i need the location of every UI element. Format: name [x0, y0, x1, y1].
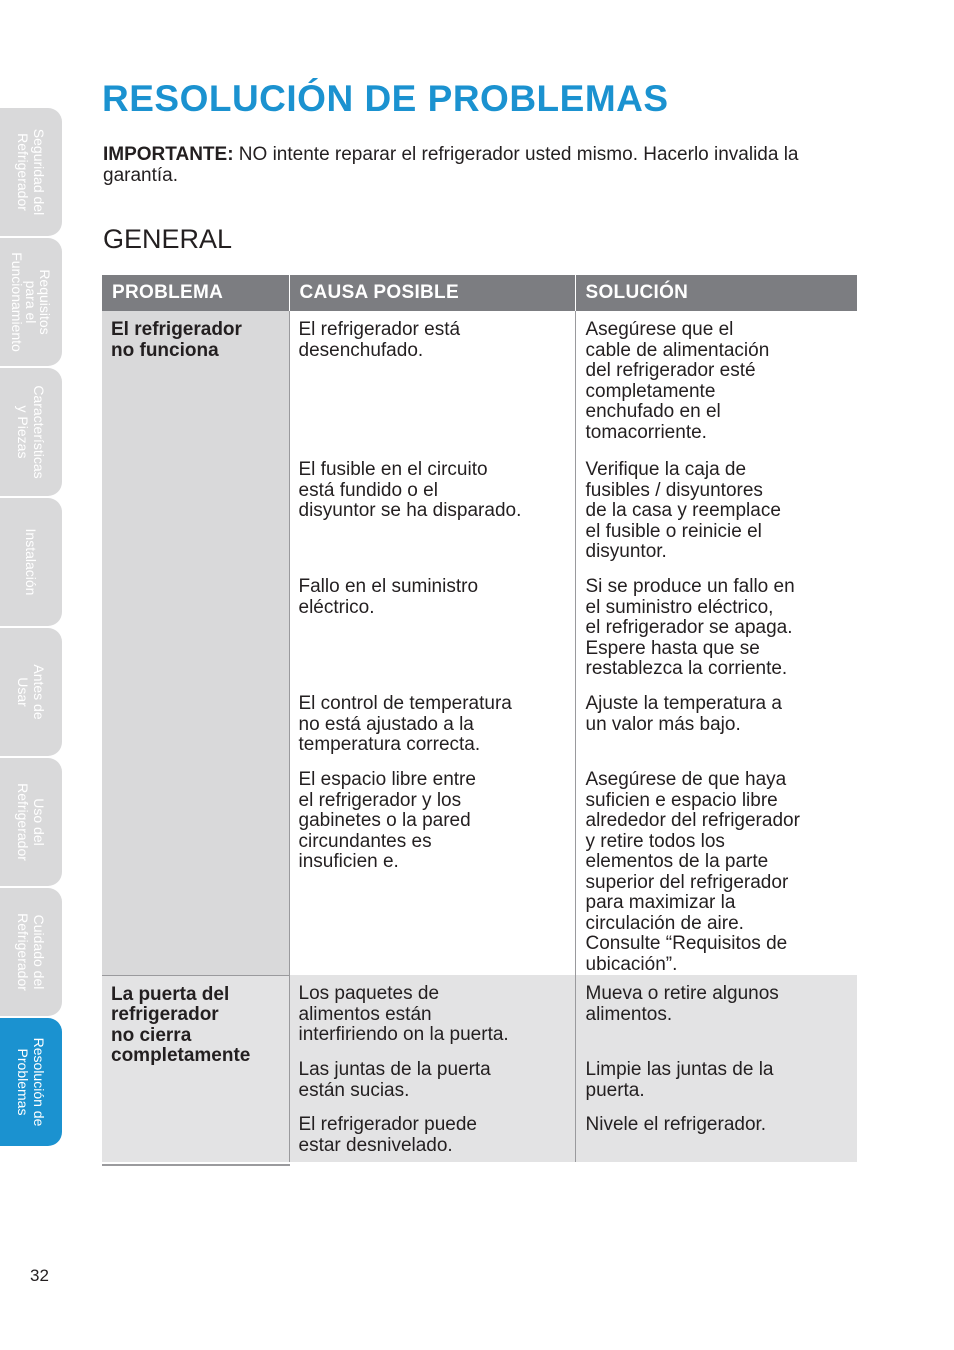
solution-cell	[575, 311, 857, 446]
side-tab-instalacion[interactable]	[0, 498, 62, 626]
side-tab-seguridad[interactable]	[0, 108, 62, 236]
problem-cell	[102, 311, 289, 975]
solution-text: Asegúrese que el cable de alimentación del refrigerador esté completamente enchufado en el tomacorriente.	[585, 319, 770, 443]
header-causa: CAUSA POSIBLE	[289, 275, 575, 311]
cause-text: Los paquetes de alimentos están interfiriendo on la puerta.	[298, 983, 509, 1045]
table-row	[102, 975, 857, 1046]
header-solucion: SOLUCIÓN	[575, 275, 857, 311]
cause-cell	[289, 680, 575, 756]
problem-text: El refrigerador no funciona	[111, 319, 242, 361]
cause-text: Fallo en el suministro eléctrico.	[298, 576, 479, 618]
solution-cell	[575, 680, 857, 756]
troubleshooting-table	[102, 275, 857, 1162]
cause-cell	[289, 1046, 575, 1101]
solution-text: Asegúrese de que haya suficien e espacio libre alrededor del refrigerador y retire todos los elementos de la parte superior del refrigerador para maximizar la circulación de aire. Consulte “Requisitos de ubicación”.	[585, 769, 800, 975]
solution-text: Si se produce un fallo en el suministro eléctrico, el refrigerador se apaga. Espere hasta que se restablezca la corriente.	[585, 576, 795, 679]
table-header-row	[102, 275, 857, 311]
table-row	[102, 311, 857, 446]
important-text: NO intente reparar el refrigerador usted mismo. Hacerlo invalida la garantía.	[103, 144, 799, 186]
cause-cell	[289, 311, 575, 446]
side-tab-label: Cuidado del Refrigerador	[15, 913, 47, 991]
side-tab-resolucion[interactable]	[0, 1018, 62, 1146]
solution-cell	[575, 975, 857, 1046]
side-tab-uso[interactable]	[0, 758, 62, 886]
solution-cell	[575, 1046, 857, 1101]
solution-text: Limpie las juntas de la puerta.	[585, 1059, 774, 1101]
side-tab-label: Instalación	[23, 528, 39, 596]
side-tab-label: Resolución de Problemas	[15, 1037, 47, 1127]
side-tab-cuidado[interactable]	[0, 888, 62, 1016]
solution-cell	[575, 756, 857, 975]
page-number: 32	[30, 1266, 49, 1285]
table-bottom-rule	[102, 1164, 290, 1166]
important-label: IMPORTANTE:	[103, 144, 234, 165]
side-tab-label: Requisitos para el Funcionamiento	[9, 252, 53, 352]
solution-cell	[575, 1101, 857, 1162]
important-note	[103, 144, 863, 186]
side-tab-caracteristicas[interactable]	[0, 368, 62, 496]
side-tab-label: Uso del Refrigerador	[15, 783, 47, 861]
solution-text: Ajuste la temperatura a un valor más bajo.	[585, 693, 782, 735]
problem-cell	[102, 975, 289, 1162]
cause-text: El control de temperatura no está ajustado a la temperatura correcta.	[298, 693, 512, 755]
cause-text: El refrigerador puede estar desnivelado.	[298, 1114, 477, 1156]
section-title: GENERAL	[103, 224, 233, 254]
solution-text: Verifique la caja de fusibles / disyuntores de la casa y reemplace el fusible o reinicie el disyuntor.	[585, 459, 781, 562]
problem-text: La puerta del refrigerador no cierra completamente	[111, 983, 251, 1066]
side-tab-label: Características y Piezas	[15, 385, 47, 479]
header-problema: PROBLEMA	[102, 275, 289, 311]
side-nav	[0, 108, 62, 1148]
cause-text: Las juntas de la puerta están sucias.	[298, 1059, 491, 1101]
side-tab-label: Antes de Usar	[15, 664, 47, 720]
cause-cell	[289, 1101, 575, 1162]
page-title: RESOLUCIÓN DE PROBLEMAS	[102, 78, 669, 119]
cause-cell	[289, 756, 575, 975]
cause-cell	[289, 446, 575, 563]
solution-text: Nivele el refrigerador.	[585, 1114, 767, 1135]
solution-cell	[575, 446, 857, 563]
solution-cell	[575, 563, 857, 680]
cause-text: El refrigerador está desenchufado.	[298, 319, 461, 361]
cause-text: El espacio libre entre el refrigerador y los gabinetes o la pared circundantes es insuficien e.	[298, 769, 476, 872]
cause-cell	[289, 975, 575, 1046]
side-tab-label: Seguridad del Refrigerador	[15, 128, 47, 216]
cause-cell	[289, 563, 575, 680]
side-tab-requisitos[interactable]	[0, 238, 62, 366]
solution-text: Mueva o retire algunos alimentos.	[585, 983, 779, 1025]
cause-text: El fusible en el circuito está fundido o el disyuntor se ha disparado.	[298, 459, 522, 521]
side-tab-antes-de-usar[interactable]	[0, 628, 62, 756]
